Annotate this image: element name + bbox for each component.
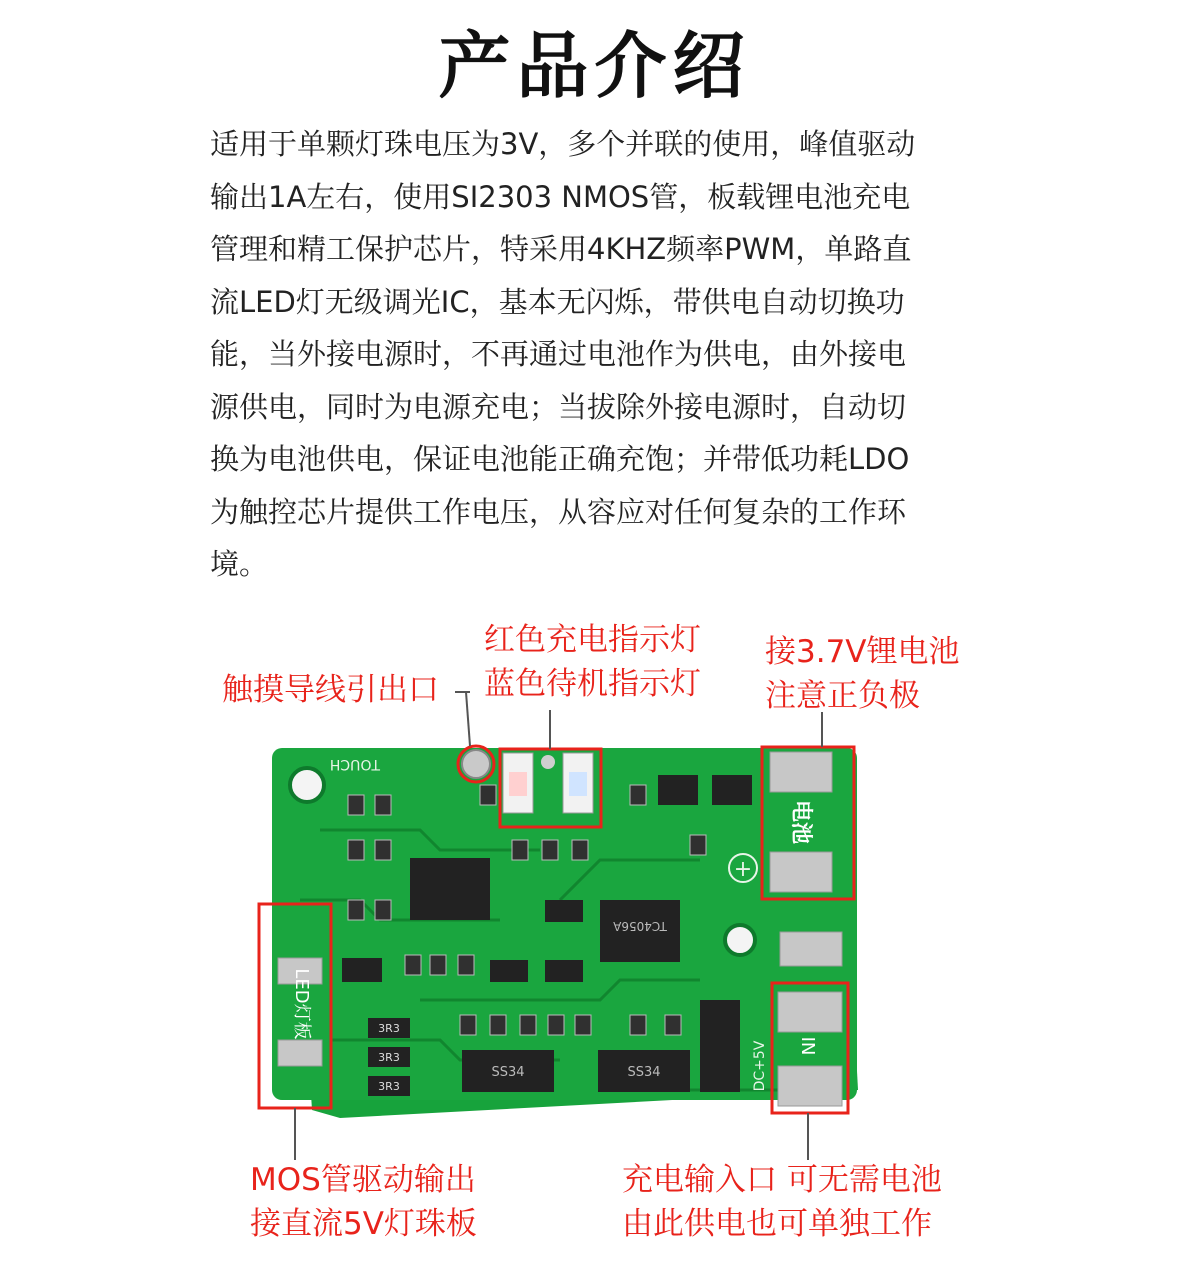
diode-label: SS34: [491, 1065, 525, 1080]
chip-u3-label: TC4056A: [613, 919, 667, 933]
description-line: 流LED灯无级调光IC，基本无闪烁，带供电自动切换功: [210, 284, 905, 319]
diode-d3: [700, 1000, 740, 1092]
battery-pad-negative: [770, 852, 832, 892]
battery-callout-line2: 注意正负极: [765, 678, 920, 714]
mos-callout-line2: 接直流5V灯珠板: [250, 1206, 477, 1242]
diode-label: SS34: [627, 1065, 661, 1080]
touch-pad: [462, 750, 490, 778]
charge-pad-positive: [778, 1066, 842, 1106]
pcb-led-board-label: LED灯板: [291, 968, 312, 1040]
pcb-battery-label: 电池: [788, 799, 813, 845]
chip-u4: [658, 775, 698, 805]
resistor-label: 3R3: [378, 1080, 400, 1093]
page-title: 产品介绍: [438, 24, 751, 108]
mount-hole-icon: [290, 768, 324, 802]
battery-callout-line1: 接3.7V锂电池: [765, 634, 960, 670]
resistor-label: 3R3: [378, 1022, 400, 1035]
charge-pad-negative: [778, 992, 842, 1032]
description-line: 管理和精工保护芯片，特采用4KHZ频率PWM，单路直: [210, 232, 912, 266]
pcb-dc-label: DC+5V: [752, 1040, 768, 1092]
description-line: 适用于单颗灯珠电压为3V，多个并联的使用，峰值驱动: [210, 127, 916, 161]
led-blue-callout: 蓝色待机指示灯: [484, 666, 701, 702]
description-line: 为触控芯片提供工作电压，从容应对任何复杂的工作环: [210, 494, 907, 529]
description-line: 换为电池供电，保证电池能正确充饱；并带低功耗LDO: [210, 442, 910, 476]
transistor-q2: [545, 960, 583, 982]
led-output-pad-positive: [278, 1040, 322, 1066]
transistor-q1: [490, 960, 528, 982]
description-line: 输出1A左右，使用SI2303 NMOS管，板载锂电池充电: [210, 179, 911, 214]
led-red-callout: 红色充电指示灯: [484, 622, 701, 658]
description-line: 能，当外接电源时，不再通过电池作为供电，由外接电: [210, 337, 907, 371]
battery-pad-positive: [770, 752, 832, 792]
led-red-lens: [509, 772, 527, 796]
description-line: 境。: [210, 547, 269, 581]
resistor-label: 3R3: [378, 1051, 400, 1064]
transistor-q3: [545, 900, 583, 922]
charge-callout-line1: 充电输入口 可无需电池: [622, 1162, 942, 1198]
led-blue-lens: [569, 772, 587, 796]
chip-touch-ic: [410, 858, 490, 920]
mount-hole-icon: [725, 925, 755, 955]
pcb-touch-label: TOUCH: [329, 756, 380, 772]
description-line: 源供电，同时为电源充电；当拔除外接电源时，自动切: [210, 389, 907, 424]
mos-callout-line1: MOS管驱动输出: [250, 1162, 476, 1198]
touch-callout: 触摸导线引出口: [222, 672, 439, 708]
touch-leader-line: [466, 692, 470, 746]
chip-u5: [712, 775, 752, 805]
plus-symbol-icon: +: [733, 857, 753, 882]
spare-pad: [780, 932, 842, 966]
charge-callout-line2: 由此供电也可单独工作: [622, 1206, 932, 1242]
pcb-in-label: IN: [797, 1036, 818, 1056]
solder-pad: [541, 755, 555, 769]
transistor-q4: [342, 958, 382, 982]
